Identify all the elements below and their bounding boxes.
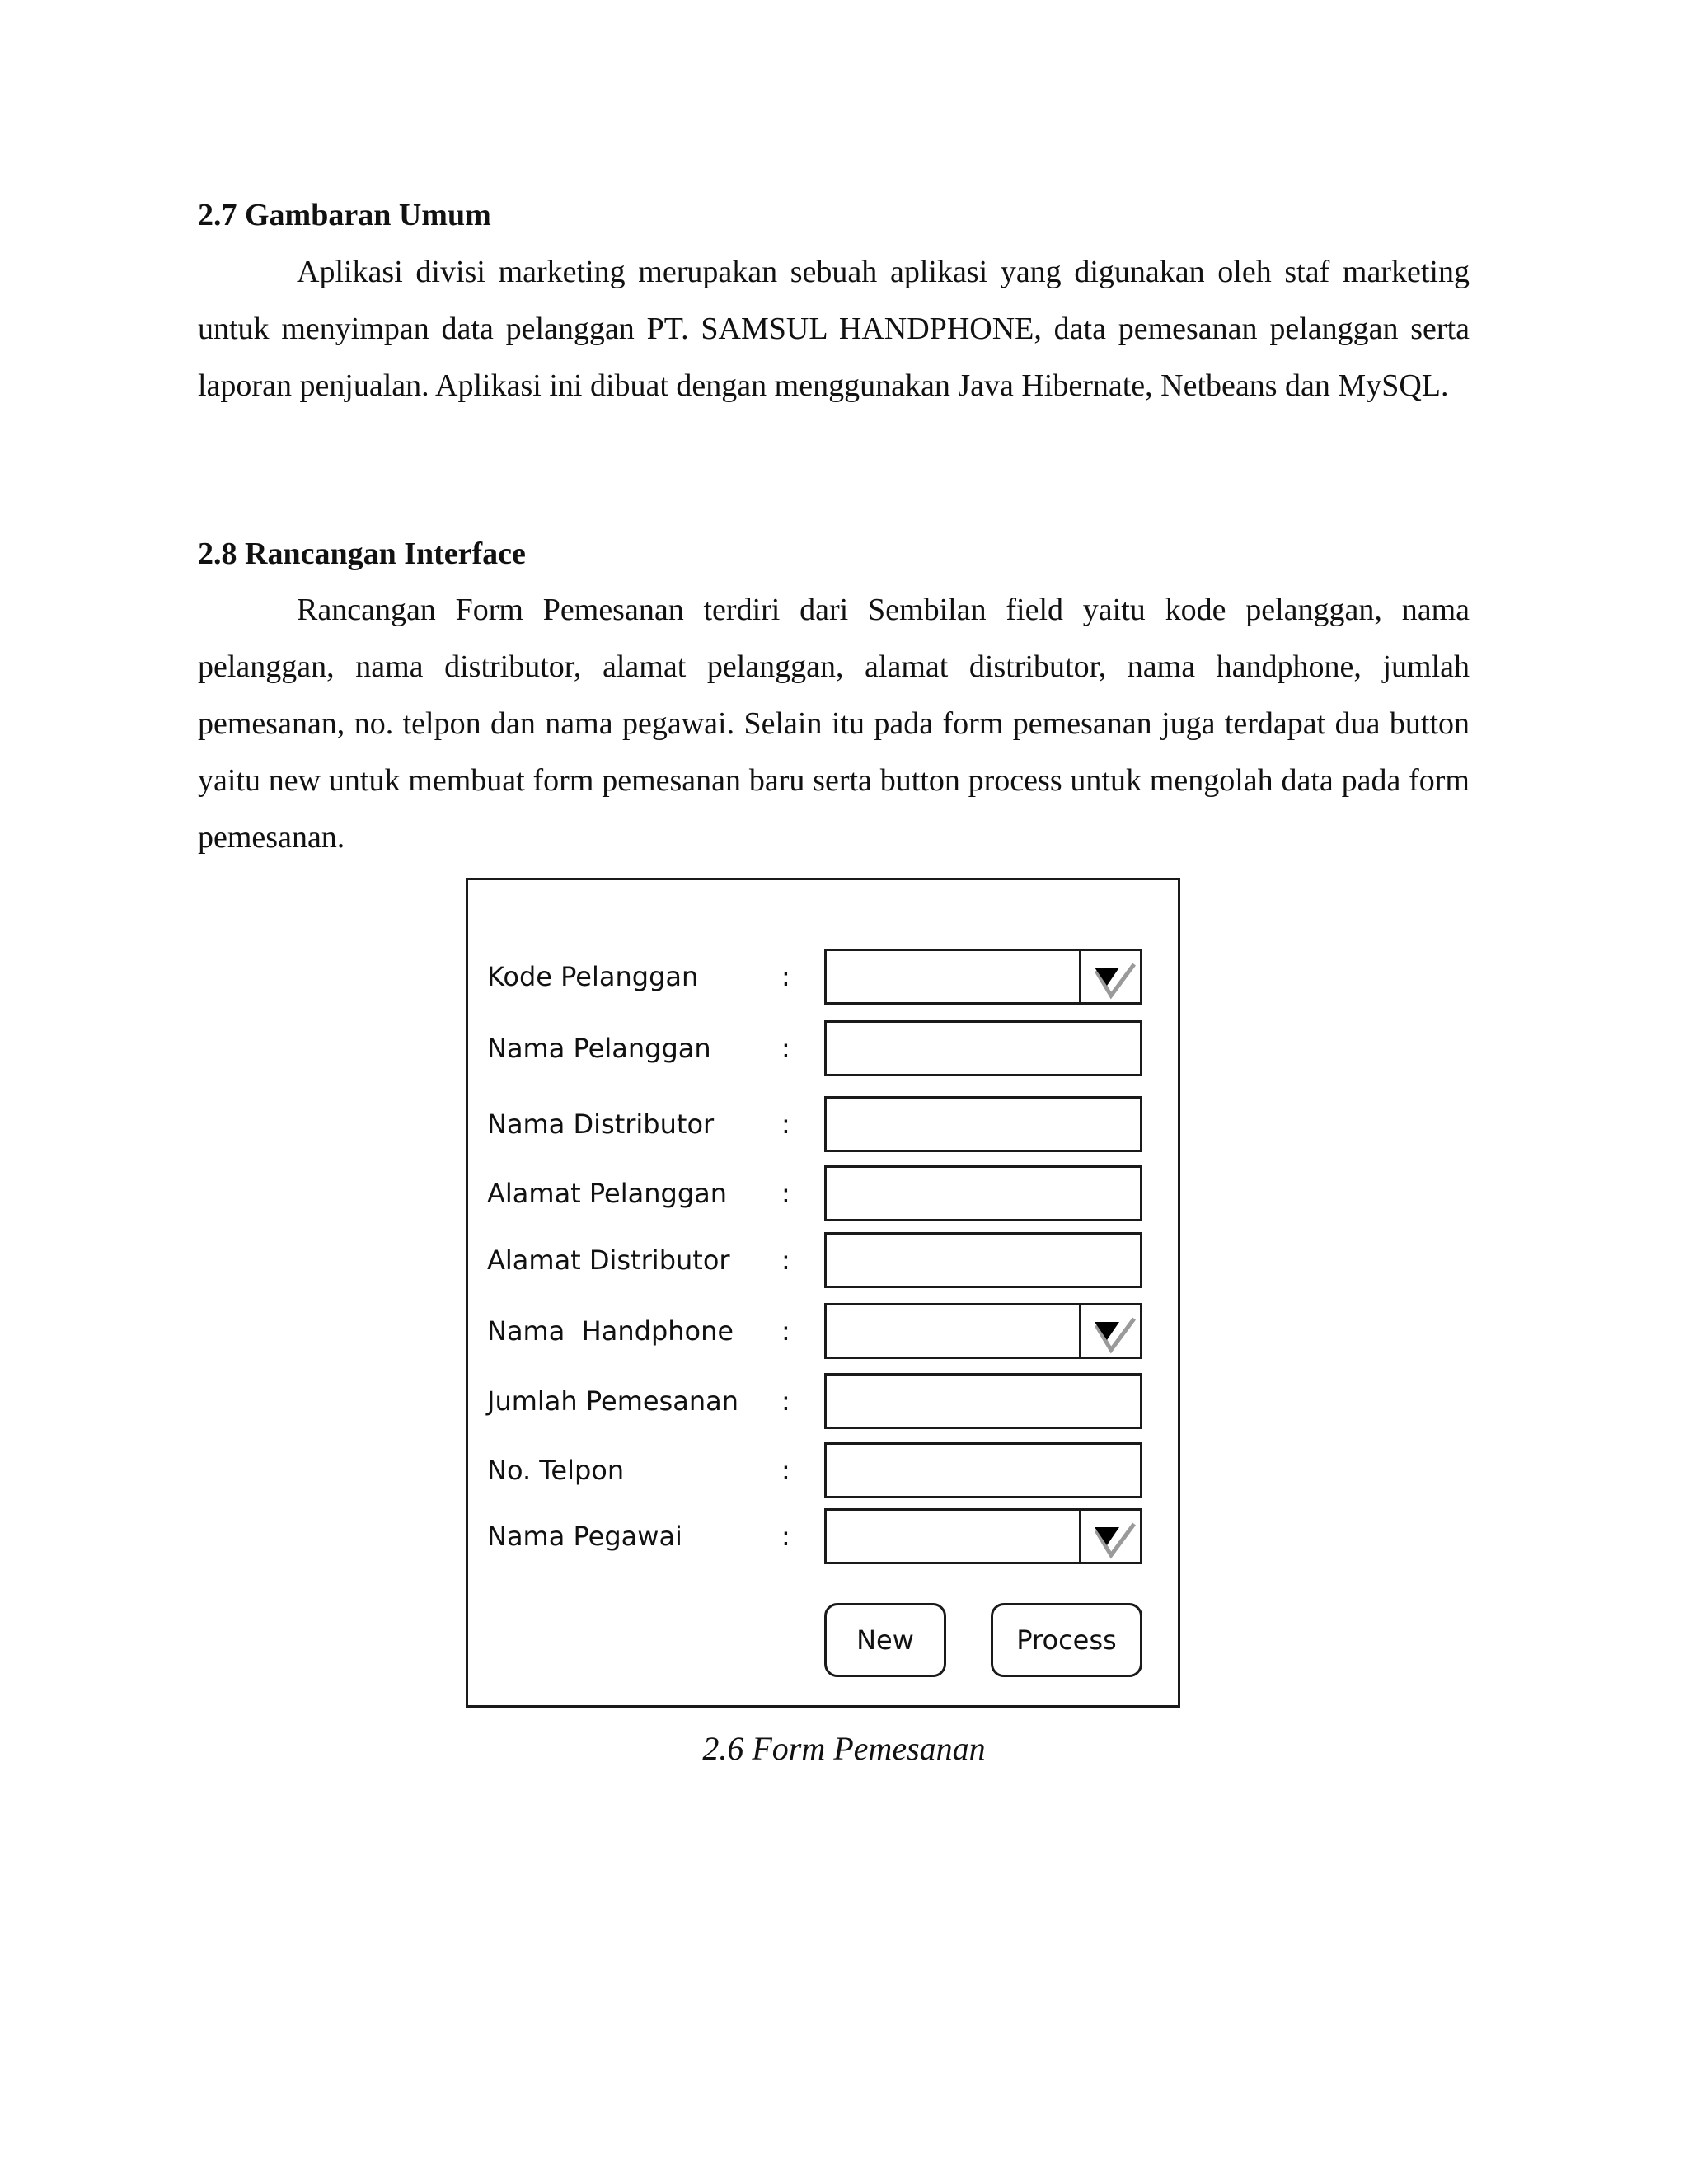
field-label-kode-pelanggan: Kode Pelanggan [487, 961, 699, 992]
figure-caption: 2.6 Form Pemesanan [702, 1730, 986, 1767]
dropdown-button[interactable] [1079, 951, 1140, 1002]
form-row [468, 1303, 1178, 1359]
form-pemesanan-mockup [466, 878, 1180, 1708]
jumlah-pemesanan-input[interactable] [824, 1373, 1142, 1429]
field-colon: : [781, 1108, 790, 1140]
field-colon: : [781, 1521, 790, 1552]
field-label-nama-distributor: Nama Distributor [487, 1108, 715, 1140]
field-label-no-telpon: No. Telpon [487, 1455, 625, 1486]
form-row [468, 949, 1178, 1005]
nama-distributor-input[interactable] [824, 1096, 1142, 1152]
nama-handphone-dropdown[interactable] [824, 1303, 1142, 1359]
triangle-down-icon [1086, 1516, 1137, 1563]
section-heading-gambaran-umum: 2.7 Gambaran Umum [198, 198, 491, 232]
paragraph-gambaran-umum: Aplikasi divisi marketing merupakan sebuah aplikasi yang digunakan oleh staf marketing untuk menyimpan data pelanggan PT. SAMSUL HANDPHONE, data pemesanan pelanggan serta laporan penjualan. Aplikasi ini dibuat dengan menggunakan Java Hibernate, Netbeans dan MySQL. [198, 255, 1470, 403]
field-colon: : [781, 1033, 790, 1064]
form-row [468, 1096, 1178, 1152]
field-label-alamat-pelanggan: Alamat Pelanggan [487, 1178, 728, 1209]
nama-pelanggan-input[interactable] [824, 1020, 1142, 1076]
paragraph-rancangan-interface: Rancangan Form Pemesanan terdiri dari Sembilan field yaitu kode pelanggan, nama pelanggan, nama distributor, alamat pelanggan, alamat distributor, nama handphone, jumlah pemesanan, no. telpon dan nama pegawai. Selain itu pada form pemesanan juga terdapat dua button yaitu new untuk membuat form pemesanan baru serta button process untuk mengolah data pada form pemesanan. [198, 593, 1470, 855]
field-colon: : [781, 1244, 790, 1276]
field-label-nama-pegawai: Nama Pegawai [487, 1521, 682, 1552]
field-colon: : [781, 1455, 790, 1486]
form-row [468, 1165, 1178, 1221]
dropdown-button[interactable] [1079, 1305, 1140, 1357]
triangle-down-icon [1086, 1310, 1137, 1358]
form-row [468, 1442, 1178, 1498]
form-row [468, 1373, 1178, 1429]
form-row [468, 1232, 1178, 1288]
field-colon: : [781, 961, 790, 992]
field-colon: : [781, 1385, 790, 1417]
section-heading-rancangan-interface: 2.8 Rancangan Interface [198, 537, 526, 571]
field-colon: : [781, 1315, 790, 1347]
alamat-pelanggan-input[interactable] [824, 1165, 1142, 1221]
field-label-nama-handphone: Nama Handphone [487, 1315, 734, 1347]
form-row [468, 1020, 1178, 1076]
field-label-alamat-distributor: Alamat Distributor [487, 1244, 730, 1276]
new-button[interactable]: New [824, 1603, 946, 1677]
kode-pelanggan-dropdown[interactable] [824, 949, 1142, 1005]
field-label-jumlah-pemesanan: Jumlah Pemesanan [487, 1385, 738, 1417]
field-label-nama-pelanggan: Nama Pelanggan [487, 1033, 711, 1064]
field-colon: : [781, 1178, 790, 1209]
triangle-down-icon [1086, 956, 1137, 1004]
dropdown-button[interactable] [1079, 1511, 1140, 1562]
process-button[interactable]: Process [991, 1603, 1142, 1677]
no-telpon-input[interactable] [824, 1442, 1142, 1498]
nama-pegawai-dropdown[interactable] [824, 1508, 1142, 1564]
form-row [468, 1508, 1178, 1564]
alamat-distributor-input[interactable] [824, 1232, 1142, 1288]
